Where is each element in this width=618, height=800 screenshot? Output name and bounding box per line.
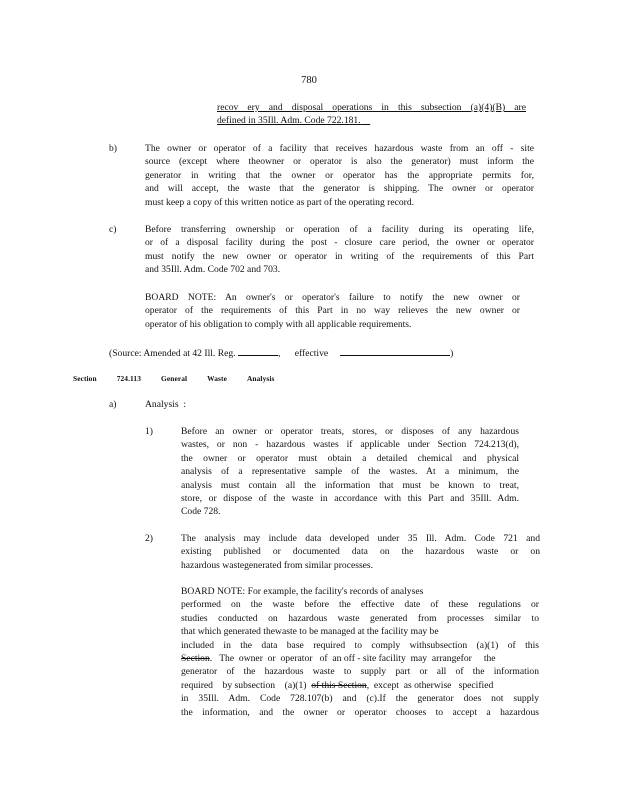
- section-label: Section: [73, 374, 97, 383]
- note-line: in 35Ill. Adm. Code 728.107(b) and (c).If the generator does not supply: [181, 693, 539, 705]
- source-prefix: (Source: Amended at 42 Ill. Reg.: [109, 348, 236, 359]
- note-line: the information, and the owner or operator chooses to accept a hazardous: [181, 706, 539, 718]
- item-line: existing published or documented data on the hazardous waste or on: [181, 546, 540, 558]
- para-c-label: c): [109, 224, 117, 235]
- section-title-word: Waste: [207, 374, 227, 383]
- sub-a-text: Analysis :: [145, 399, 187, 410]
- item-line: analysis must contain all the information that must be known to treat,: [181, 479, 519, 491]
- item-2-label: 2): [145, 533, 153, 544]
- para-line: The owner or operator of a facility that receives hazardous waste from an off - site: [145, 143, 534, 154]
- intro-line: recov ery and disposal operations in this subsection (a)(4)(B) are: [217, 102, 526, 113]
- item-line: hazardous wastegenerated from similar processes.: [181, 559, 374, 571]
- note-line-strike: [181, 679, 539, 692]
- section-heading: [73, 372, 294, 385]
- item-1-text: [181, 425, 519, 519]
- item-line: store, or dispose of the waste in accordance with this Part and 35Ill. Adm.: [181, 493, 519, 505]
- note-text: required by subsection (a)(1): [181, 679, 307, 691]
- source-line: [109, 345, 453, 360]
- page-number: 780: [301, 75, 317, 86]
- note-text: . The owner or operator of an off - site facility may arrangefor the: [209, 653, 496, 665]
- section-number: 724.113: [116, 374, 142, 383]
- note-line-strike: [181, 652, 539, 665]
- section-title-word: General: [161, 374, 188, 383]
- note-line: operator of the requirements of this Part in no way relieves the new owner or: [145, 305, 520, 317]
- note-line: operator of his obligation to comply with all applicable requirements.: [145, 318, 412, 330]
- note-line: generator of the hazardous waste to supply part or all of the information: [181, 666, 539, 678]
- para-line: source (except where theowner or operator is also the generator) must inform the: [145, 156, 534, 168]
- note-text: , except as otherwise specified: [366, 679, 494, 691]
- reg-blank: [238, 345, 278, 356]
- para-line: and will accept, the waste that the generator is shipping. The owner or operator: [145, 183, 534, 195]
- note-line: performed on the waste before the effective date of these regulations or: [181, 599, 539, 611]
- para-line: Before transferring ownership or operation of a facility during its operating life,: [145, 224, 534, 235]
- para-line: or of a disposal facility during the post - closure care period, the owner or operator: [145, 237, 534, 249]
- effective-date-blank: [340, 345, 450, 356]
- item-2-text: [181, 532, 540, 572]
- para-b-label: b): [109, 143, 117, 154]
- item-line: Code 728.: [181, 506, 221, 518]
- intro-line: defined in 35Ill. Adm. Code 722.181.: [217, 115, 361, 127]
- item-line: The analysis may include data developed under 35 Ill. Adm. Code 721 and: [181, 533, 540, 544]
- deleted-text: of this Section: [311, 679, 367, 691]
- para-line: and 35Ill. Adm. Code 702 and 703.: [145, 264, 281, 276]
- item-line: the owner or operator must obtain a detailed chemical and physical: [181, 452, 519, 464]
- note-line: studies conducted on hazardous waste generated from processes similar to: [181, 612, 539, 624]
- para-line: must notify the new owner or operator in writing of the requirements of this Part: [145, 250, 534, 262]
- note-line: BOARD NOTE: An owner's or operator's failure to notify the new owner or: [145, 292, 520, 303]
- source-middle: , effective: [277, 348, 329, 359]
- deleted-text: Section: [181, 653, 210, 665]
- para-b-text: [145, 142, 534, 209]
- item-line: Before an owner or operator treats, stores, or disposes of any hazardous: [181, 426, 519, 437]
- board-note-2: [181, 585, 539, 719]
- item-1-label: 1): [145, 426, 153, 437]
- para-line: must keep a copy of this written notice as part of the operating record.: [145, 196, 415, 208]
- note-line: included in the data base required to comply withsubsection (a)(1) of this: [181, 639, 539, 651]
- intro-continuation: [217, 101, 526, 128]
- sub-a-label: a): [109, 399, 117, 410]
- note-line: that which generated thewaste to be managed at the facility may be: [181, 626, 439, 638]
- para-line: generator in writing that the owner or operator has the appropriate permits for,: [145, 169, 534, 181]
- board-note-1: [145, 291, 520, 331]
- item-line: analysis of a representative sample of the wastes. At a minimum, the: [181, 466, 519, 478]
- item-line: wastes, or non - hazardous wastes if applicable under Section 724.213(d),: [181, 439, 519, 451]
- section-title-word: Analysis: [246, 374, 275, 383]
- para-c-text: [145, 223, 534, 277]
- note-line: BOARD NOTE: For example, the facility's records of analyses: [181, 586, 424, 597]
- source-suffix: ): [450, 348, 454, 359]
